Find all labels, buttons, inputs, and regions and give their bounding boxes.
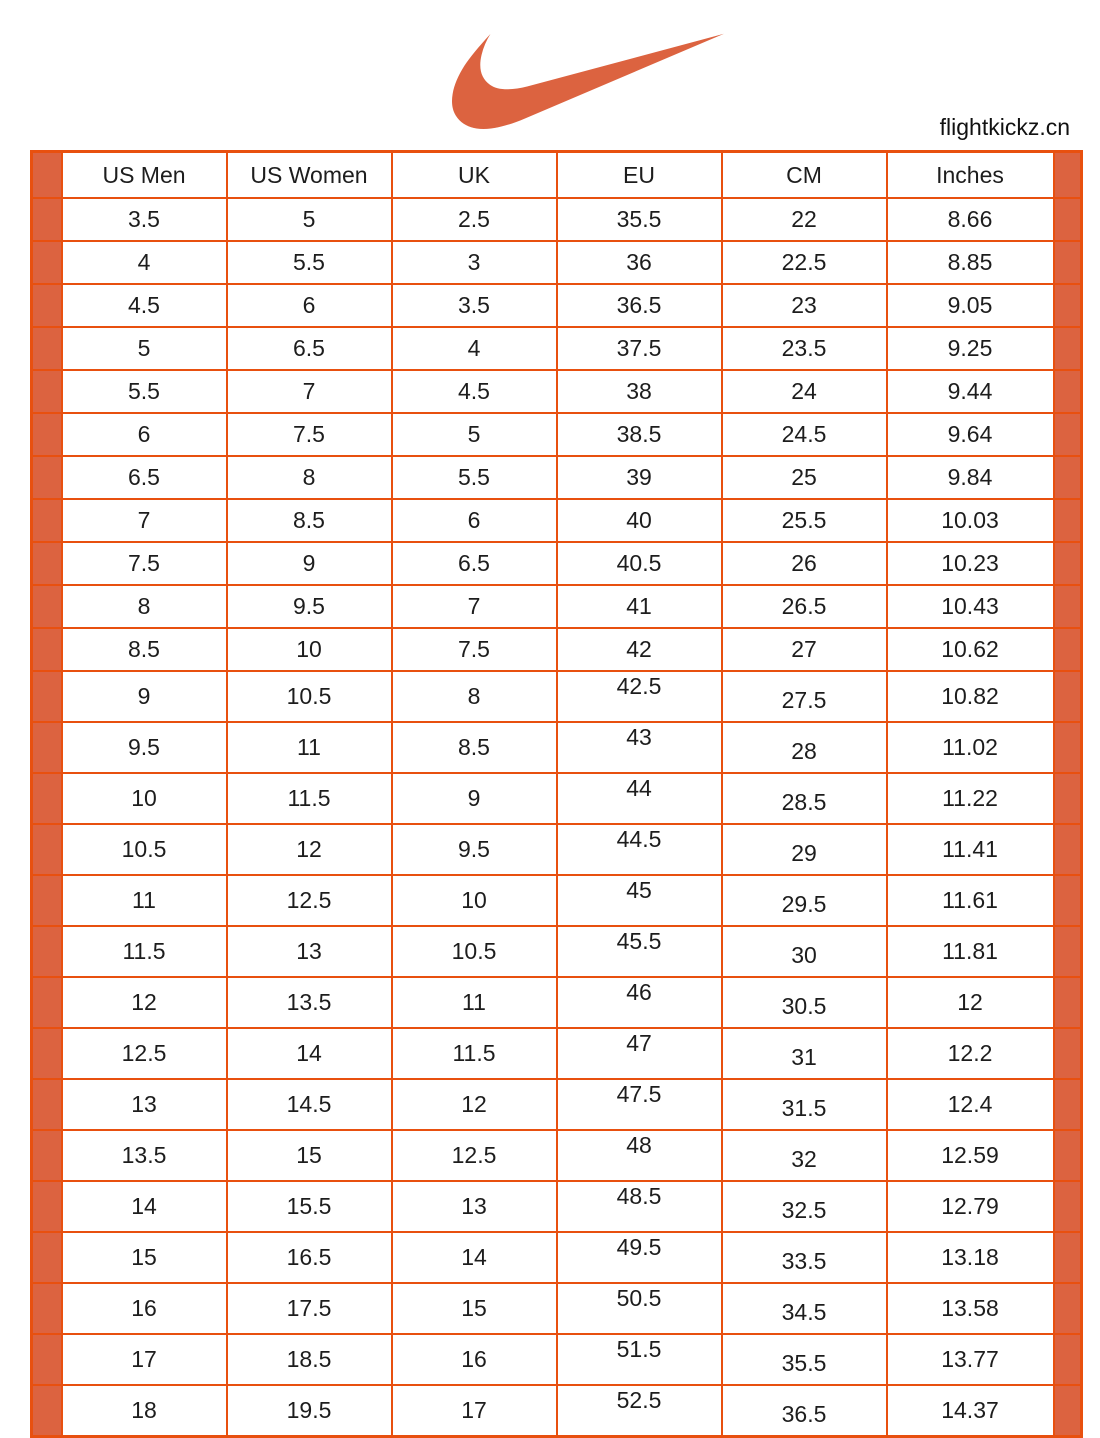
cell-us-men: 5 <box>62 327 227 370</box>
cell-uk: 10 <box>392 875 557 926</box>
table-row <box>32 456 1082 499</box>
cell-us-women: 15 <box>227 1130 392 1181</box>
left-accent-bar-cell <box>32 499 62 542</box>
cell-us-women: 13.5 <box>227 977 392 1028</box>
right-accent-bar-cell <box>1054 456 1082 499</box>
left-accent-bar-cell <box>32 1130 62 1181</box>
cell-eu: 42.5 <box>557 671 722 722</box>
left-accent-bar-cell <box>32 875 62 926</box>
cell-us-women: 11.5 <box>227 773 392 824</box>
right-accent-bar-cell <box>1054 542 1082 585</box>
cell-inches: 11.22 <box>887 773 1054 824</box>
left-accent-bar-cell <box>32 198 62 241</box>
table-row <box>32 370 1082 413</box>
left-accent-bar-cell <box>32 773 62 824</box>
cell-uk: 8 <box>392 671 557 722</box>
right-accent-bar-cell <box>1054 1385 1082 1437</box>
cell-uk: 2.5 <box>392 198 557 241</box>
cell-us-men: 11.5 <box>62 926 227 977</box>
cell-cm: 28.5 <box>722 773 887 824</box>
column-header-inches: Inches <box>887 152 1054 199</box>
right-accent-bar-cell <box>1054 926 1082 977</box>
right-accent-bar-cell <box>1054 1181 1082 1232</box>
right-accent-bar-cell <box>1054 1028 1082 1079</box>
table-row <box>32 198 1082 241</box>
cell-us-men: 6 <box>62 413 227 456</box>
cell-uk: 6.5 <box>392 542 557 585</box>
right-accent-bar-cell <box>1054 1283 1082 1334</box>
left-accent-bar-cell <box>32 628 62 671</box>
table-row <box>32 413 1082 456</box>
cell-us-men: 4 <box>62 241 227 284</box>
cell-us-women: 14 <box>227 1028 392 1079</box>
cell-cm: 22 <box>722 198 887 241</box>
right-accent-bar-cell <box>1054 499 1082 542</box>
left-accent-bar-cell <box>32 585 62 628</box>
cell-cm: 30 <box>722 926 887 977</box>
cell-us-men: 9 <box>62 671 227 722</box>
left-accent-bar-cell <box>32 241 62 284</box>
cell-us-women: 19.5 <box>227 1385 392 1437</box>
cell-uk: 7 <box>392 585 557 628</box>
cell-eu: 51.5 <box>557 1334 722 1385</box>
right-accent-bar <box>1054 152 1082 199</box>
table-row <box>32 773 1082 824</box>
cell-cm: 31 <box>722 1028 887 1079</box>
cell-us-women: 15.5 <box>227 1181 392 1232</box>
cell-eu: 37.5 <box>557 327 722 370</box>
cell-cm: 30.5 <box>722 977 887 1028</box>
cell-eu: 47 <box>557 1028 722 1079</box>
cell-inches: 10.23 <box>887 542 1054 585</box>
cell-cm: 34.5 <box>722 1283 887 1334</box>
right-accent-bar-cell <box>1054 628 1082 671</box>
left-accent-bar-cell <box>32 1334 62 1385</box>
cell-uk: 3.5 <box>392 284 557 327</box>
cell-cm: 26 <box>722 542 887 585</box>
cell-us-men: 5.5 <box>62 370 227 413</box>
left-accent-bar-cell <box>32 1181 62 1232</box>
cell-us-men: 16 <box>62 1283 227 1334</box>
cell-inches: 9.84 <box>887 456 1054 499</box>
cell-cm: 26.5 <box>722 585 887 628</box>
cell-eu: 42 <box>557 628 722 671</box>
table-row <box>32 977 1082 1028</box>
cell-us-men: 9.5 <box>62 722 227 773</box>
cell-cm: 25.5 <box>722 499 887 542</box>
right-accent-bar-cell <box>1054 241 1082 284</box>
cell-inches: 12.2 <box>887 1028 1054 1079</box>
cell-inches: 13.58 <box>887 1283 1054 1334</box>
cell-uk: 3 <box>392 241 557 284</box>
cell-us-men: 17 <box>62 1334 227 1385</box>
cell-us-women: 11 <box>227 722 392 773</box>
cell-cm: 24.5 <box>722 413 887 456</box>
cell-eu: 40.5 <box>557 542 722 585</box>
size-chart-table <box>30 150 1083 1438</box>
cell-inches: 10.62 <box>887 628 1054 671</box>
right-accent-bar-cell <box>1054 824 1082 875</box>
left-accent-bar <box>32 152 62 199</box>
left-accent-bar-cell <box>32 1385 62 1437</box>
cell-eu: 48.5 <box>557 1181 722 1232</box>
cell-cm: 32 <box>722 1130 887 1181</box>
cell-cm: 23.5 <box>722 327 887 370</box>
cell-eu: 43 <box>557 722 722 773</box>
left-accent-bar-cell <box>32 722 62 773</box>
cell-us-women: 8 <box>227 456 392 499</box>
cell-us-men: 4.5 <box>62 284 227 327</box>
cell-cm: 27 <box>722 628 887 671</box>
table-row <box>32 1385 1082 1437</box>
cell-eu: 38.5 <box>557 413 722 456</box>
cell-uk: 4.5 <box>392 370 557 413</box>
table-row <box>32 1232 1082 1283</box>
cell-inches: 9.64 <box>887 413 1054 456</box>
header-row <box>32 152 1082 199</box>
table-row <box>32 824 1082 875</box>
table-row <box>32 1079 1082 1130</box>
cell-cm: 33.5 <box>722 1232 887 1283</box>
table-row <box>32 722 1082 773</box>
cell-us-men: 10.5 <box>62 824 227 875</box>
cell-uk: 6 <box>392 499 557 542</box>
cell-us-women: 18.5 <box>227 1334 392 1385</box>
cell-us-men: 10 <box>62 773 227 824</box>
cell-uk: 13 <box>392 1181 557 1232</box>
cell-us-men: 14 <box>62 1181 227 1232</box>
cell-eu: 45.5 <box>557 926 722 977</box>
cell-inches: 12.59 <box>887 1130 1054 1181</box>
cell-eu: 48 <box>557 1130 722 1181</box>
cell-uk: 8.5 <box>392 722 557 773</box>
column-header-us-women: US Women <box>227 152 392 199</box>
cell-inches: 11.02 <box>887 722 1054 773</box>
table-row <box>32 241 1082 284</box>
table-row <box>32 926 1082 977</box>
cell-cm: 24 <box>722 370 887 413</box>
table-row <box>32 1334 1082 1385</box>
cell-inches: 9.05 <box>887 284 1054 327</box>
left-accent-bar-cell <box>32 542 62 585</box>
cell-inches: 8.85 <box>887 241 1054 284</box>
cell-us-men: 11 <box>62 875 227 926</box>
cell-uk: 17 <box>392 1385 557 1437</box>
column-header-eu: EU <box>557 152 722 199</box>
cell-eu: 49.5 <box>557 1232 722 1283</box>
left-accent-bar-cell <box>32 926 62 977</box>
cell-inches: 12.4 <box>887 1079 1054 1130</box>
cell-us-women: 12 <box>227 824 392 875</box>
cell-eu: 46 <box>557 977 722 1028</box>
cell-eu: 36 <box>557 241 722 284</box>
cell-us-women: 5.5 <box>227 241 392 284</box>
cell-uk: 9 <box>392 773 557 824</box>
cell-cm: 36.5 <box>722 1385 887 1437</box>
left-accent-bar-cell <box>32 413 62 456</box>
cell-us-men: 7 <box>62 499 227 542</box>
cell-uk: 7.5 <box>392 628 557 671</box>
left-accent-bar-cell <box>32 370 62 413</box>
table-row <box>32 1283 1082 1334</box>
cell-cm: 29 <box>722 824 887 875</box>
cell-uk: 12 <box>392 1079 557 1130</box>
cell-uk: 5.5 <box>392 456 557 499</box>
cell-inches: 13.18 <box>887 1232 1054 1283</box>
cell-us-men: 8.5 <box>62 628 227 671</box>
cell-us-women: 13 <box>227 926 392 977</box>
cell-us-men: 3.5 <box>62 198 227 241</box>
column-header-us-men: US Men <box>62 152 227 199</box>
column-header-uk: UK <box>392 152 557 199</box>
cell-inches: 10.03 <box>887 499 1054 542</box>
table-row <box>32 1130 1082 1181</box>
left-accent-bar-cell <box>32 284 62 327</box>
left-accent-bar-cell <box>32 327 62 370</box>
cell-us-women: 7.5 <box>227 413 392 456</box>
right-accent-bar-cell <box>1054 284 1082 327</box>
cell-uk: 4 <box>392 327 557 370</box>
left-accent-bar-cell <box>32 671 62 722</box>
right-accent-bar-cell <box>1054 977 1082 1028</box>
cell-inches: 8.66 <box>887 198 1054 241</box>
table-row <box>32 499 1082 542</box>
table-row <box>32 284 1082 327</box>
table-row <box>32 327 1082 370</box>
left-accent-bar-cell <box>32 456 62 499</box>
cell-inches: 10.82 <box>887 671 1054 722</box>
cell-us-women: 17.5 <box>227 1283 392 1334</box>
cell-cm: 29.5 <box>722 875 887 926</box>
cell-us-women: 10 <box>227 628 392 671</box>
cell-uk: 14 <box>392 1232 557 1283</box>
cell-uk: 10.5 <box>392 926 557 977</box>
cell-eu: 40 <box>557 499 722 542</box>
cell-eu: 45 <box>557 875 722 926</box>
cell-us-women: 14.5 <box>227 1079 392 1130</box>
right-accent-bar-cell <box>1054 1334 1082 1385</box>
right-accent-bar-cell <box>1054 413 1082 456</box>
cell-us-men: 6.5 <box>62 456 227 499</box>
cell-inches: 11.61 <box>887 875 1054 926</box>
right-accent-bar-cell <box>1054 585 1082 628</box>
cell-cm: 35.5 <box>722 1334 887 1385</box>
table-row <box>32 875 1082 926</box>
left-accent-bar-cell <box>32 1283 62 1334</box>
column-header-cm: CM <box>722 152 887 199</box>
cell-us-women: 9 <box>227 542 392 585</box>
table-row <box>32 671 1082 722</box>
cell-inches: 10.43 <box>887 585 1054 628</box>
cell-cm: 27.5 <box>722 671 887 722</box>
cell-inches: 11.81 <box>887 926 1054 977</box>
cell-uk: 15 <box>392 1283 557 1334</box>
cell-cm: 32.5 <box>722 1181 887 1232</box>
left-accent-bar-cell <box>32 977 62 1028</box>
cell-us-women: 12.5 <box>227 875 392 926</box>
cell-inches: 9.44 <box>887 370 1054 413</box>
cell-cm: 22.5 <box>722 241 887 284</box>
right-accent-bar-cell <box>1054 1079 1082 1130</box>
cell-inches: 12.79 <box>887 1181 1054 1232</box>
cell-uk: 9.5 <box>392 824 557 875</box>
table-row <box>32 1181 1082 1232</box>
cell-us-men: 12 <box>62 977 227 1028</box>
cell-inches: 14.37 <box>887 1385 1054 1437</box>
right-accent-bar-cell <box>1054 722 1082 773</box>
right-accent-bar-cell <box>1054 327 1082 370</box>
left-accent-bar-cell <box>32 1079 62 1130</box>
cell-us-men: 13.5 <box>62 1130 227 1181</box>
left-accent-bar-cell <box>32 1232 62 1283</box>
cell-cm: 25 <box>722 456 887 499</box>
cell-us-men: 8 <box>62 585 227 628</box>
table-body <box>32 198 1082 1437</box>
cell-eu: 44.5 <box>557 824 722 875</box>
cell-eu: 52.5 <box>557 1385 722 1437</box>
right-accent-bar-cell <box>1054 875 1082 926</box>
cell-eu: 35.5 <box>557 198 722 241</box>
cell-eu: 38 <box>557 370 722 413</box>
cell-us-women: 6 <box>227 284 392 327</box>
cell-eu: 44 <box>557 773 722 824</box>
table-row <box>32 1028 1082 1079</box>
table-row <box>32 585 1082 628</box>
cell-cm: 23 <box>722 284 887 327</box>
right-accent-bar-cell <box>1054 370 1082 413</box>
right-accent-bar-cell <box>1054 773 1082 824</box>
cell-uk: 16 <box>392 1334 557 1385</box>
cell-inches: 9.25 <box>887 327 1054 370</box>
left-accent-bar-cell <box>32 824 62 875</box>
cell-eu: 39 <box>557 456 722 499</box>
cell-eu: 36.5 <box>557 284 722 327</box>
cell-us-women: 8.5 <box>227 499 392 542</box>
cell-us-men: 15 <box>62 1232 227 1283</box>
cell-cm: 31.5 <box>722 1079 887 1130</box>
cell-eu: 41 <box>557 585 722 628</box>
cell-us-women: 6.5 <box>227 327 392 370</box>
right-accent-bar-cell <box>1054 1130 1082 1181</box>
cell-eu: 47.5 <box>557 1079 722 1130</box>
cell-uk: 11.5 <box>392 1028 557 1079</box>
right-accent-bar-cell <box>1054 198 1082 241</box>
cell-us-men: 13 <box>62 1079 227 1130</box>
cell-us-women: 10.5 <box>227 671 392 722</box>
cell-us-women: 9.5 <box>227 585 392 628</box>
cell-us-men: 7.5 <box>62 542 227 585</box>
cell-us-men: 12.5 <box>62 1028 227 1079</box>
cell-uk: 12.5 <box>392 1130 557 1181</box>
cell-eu: 50.5 <box>557 1283 722 1334</box>
cell-inches: 11.41 <box>887 824 1054 875</box>
table-row <box>32 542 1082 585</box>
left-accent-bar-cell <box>32 1028 62 1079</box>
cell-uk: 5 <box>392 413 557 456</box>
cell-inches: 12 <box>887 977 1054 1028</box>
cell-uk: 11 <box>392 977 557 1028</box>
right-accent-bar-cell <box>1054 671 1082 722</box>
table-row <box>32 628 1082 671</box>
cell-us-women: 16.5 <box>227 1232 392 1283</box>
cell-us-men: 18 <box>62 1385 227 1437</box>
right-accent-bar-cell <box>1054 1232 1082 1283</box>
cell-inches: 13.77 <box>887 1334 1054 1385</box>
cell-cm: 28 <box>722 722 887 773</box>
cell-us-women: 5 <box>227 198 392 241</box>
table-header <box>32 152 1082 199</box>
nike-swoosh-icon <box>452 28 724 129</box>
cell-us-women: 7 <box>227 370 392 413</box>
watermark-text: flightkickz.cn <box>939 114 1070 140</box>
